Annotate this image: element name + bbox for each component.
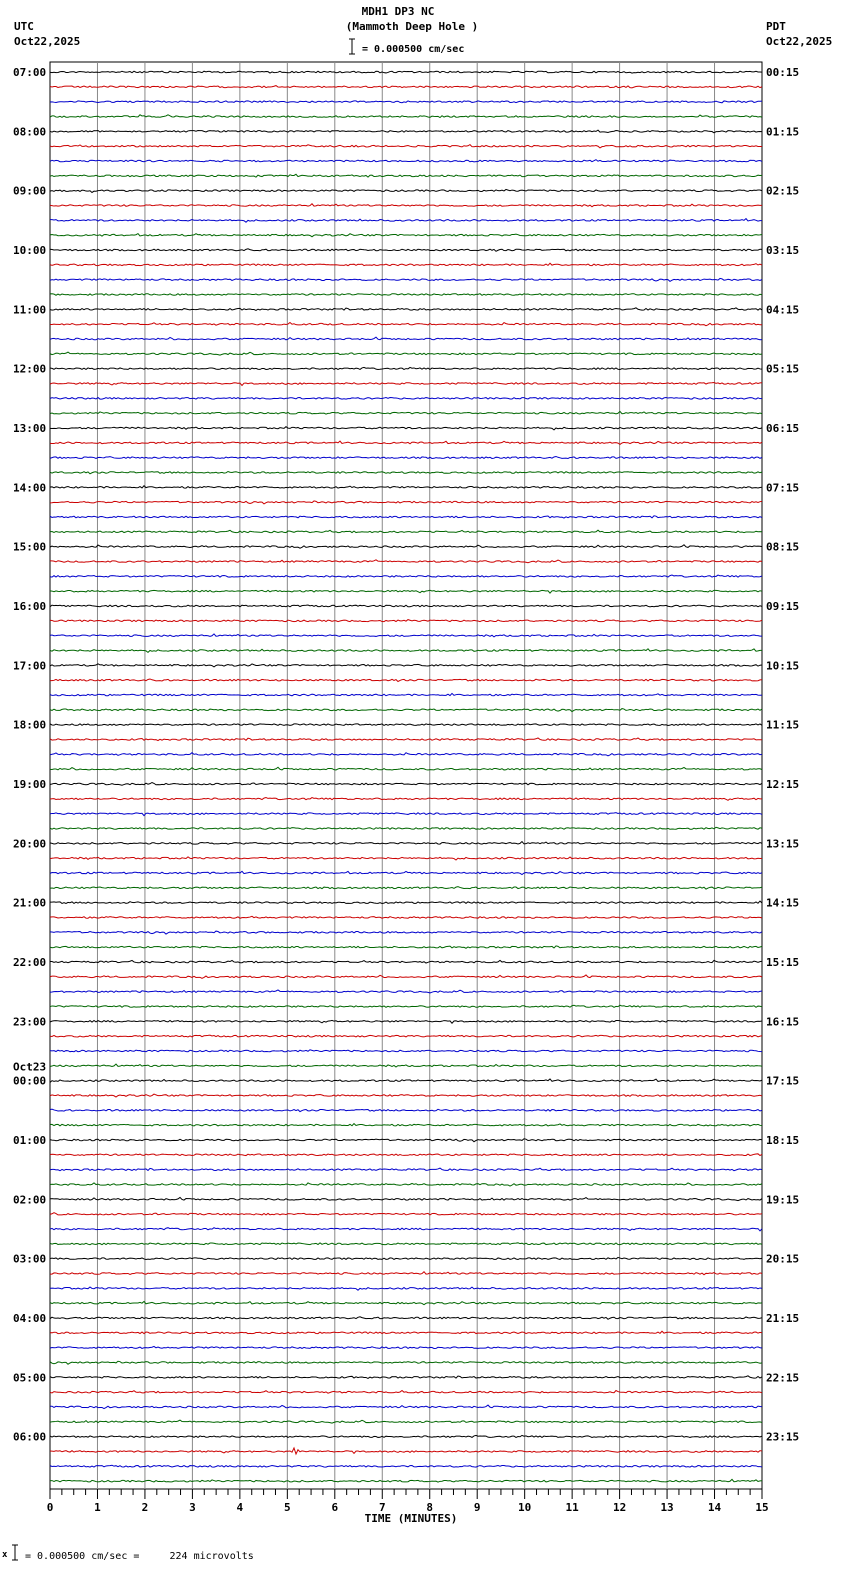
utc-hour-label: 02:00 — [13, 1193, 47, 1207]
pdt-hour-label: 06:15 — [766, 421, 800, 435]
utc-hour-label: 07:00 — [13, 66, 47, 79]
trace-line — [50, 130, 762, 133]
trace-line — [50, 204, 762, 207]
trace-line — [50, 887, 762, 890]
pdt-hour-label: 13:15 — [766, 837, 800, 851]
footer-marker: x — [2, 1550, 8, 1560]
axis-tick-label: 15 — [755, 1501, 769, 1514]
trace-line — [50, 160, 762, 162]
trace-line — [50, 857, 762, 860]
trace-line — [50, 1079, 762, 1083]
axis-tick-label: 14 — [707, 1501, 722, 1514]
utc-hour-label: 00:00 — [13, 1074, 47, 1088]
trace-line — [50, 575, 762, 577]
axis-tick-label: 7 — [378, 1501, 386, 1514]
trace-line — [50, 456, 762, 458]
trace-line — [50, 1213, 762, 1215]
utc-hour-label: 16:00 — [13, 599, 47, 613]
pdt-hour-label: 03:15 — [766, 243, 800, 257]
axis-tick-label: 8 — [426, 1501, 434, 1514]
trace-line — [50, 1479, 762, 1482]
trace-line — [50, 411, 762, 414]
trace-line — [50, 1243, 762, 1245]
trace-line — [50, 1228, 762, 1231]
trace-line — [50, 115, 762, 118]
utc-hour-label: 12:00 — [13, 362, 47, 376]
trace-line — [50, 634, 762, 637]
trace-line — [50, 1317, 762, 1320]
trace-line — [50, 263, 762, 265]
trace-line — [50, 649, 762, 653]
trace-line — [50, 709, 762, 712]
trace-line — [50, 1035, 762, 1037]
trace-line — [50, 767, 762, 770]
pdt-hour-label: 04:15 — [766, 303, 800, 317]
trace-line — [50, 1331, 762, 1333]
footer-scale-note: = 0.000500 cm/sec = 224 microvolts — [25, 1551, 254, 1562]
utc-hour-label: 09:00 — [13, 184, 47, 198]
left-timezone: UTC — [14, 20, 34, 33]
utc-hour-label: 22:00 — [13, 955, 47, 969]
trace-line — [50, 472, 762, 474]
utc-hour-label: 04:00 — [13, 1311, 47, 1325]
trace-line — [50, 1257, 762, 1259]
trace-line — [50, 901, 762, 903]
trace-line — [50, 931, 762, 934]
pdt-hour-label: 23:15 — [766, 1430, 800, 1444]
axis-tick-label: 12 — [612, 1501, 627, 1514]
trace-line — [50, 1272, 762, 1275]
date-change-label: Oct23 — [13, 1060, 47, 1074]
trace-line — [50, 946, 762, 948]
trace-line — [50, 1465, 762, 1467]
trace-line — [50, 916, 762, 918]
trace-line — [50, 827, 762, 829]
trace-line — [50, 545, 762, 548]
trace-line — [50, 1435, 762, 1437]
trace-line — [50, 1005, 762, 1007]
trace-line — [50, 1287, 762, 1290]
utc-hour-label: 15:00 — [13, 540, 47, 554]
trace-line — [50, 813, 762, 816]
trace-line — [50, 693, 762, 695]
pdt-hour-label: 19:15 — [766, 1193, 800, 1207]
trace-line — [50, 278, 762, 281]
axis-tick-label: 4 — [236, 1501, 244, 1514]
utc-hour-label: 01:00 — [13, 1133, 47, 1147]
pdt-hour-label: 10:15 — [766, 659, 800, 673]
trace-line — [50, 1139, 762, 1142]
axis-tick-label: 3 — [189, 1501, 196, 1514]
pdt-hour-label: 18:15 — [766, 1133, 800, 1147]
pdt-hour-label: 21:15 — [766, 1311, 800, 1325]
trace-line — [50, 337, 762, 340]
scale-label: = 0.000500 cm/sec — [362, 44, 465, 55]
trace-line — [50, 323, 762, 326]
trace-line — [50, 308, 762, 311]
footer-scale-bar-icon — [10, 1544, 20, 1562]
trace-line — [50, 783, 762, 786]
trace-line — [50, 842, 762, 845]
trace-line — [50, 516, 762, 518]
axis-tick-label: 0 — [46, 1501, 54, 1514]
trace-line — [50, 249, 762, 252]
trace-line — [50, 101, 762, 103]
trace-line — [50, 367, 762, 369]
pdt-hour-label: 00:15 — [766, 66, 800, 79]
pdt-hour-label: 08:15 — [766, 540, 800, 554]
utc-hour-label: 21:00 — [13, 896, 47, 910]
time-axis — [47, 1489, 769, 1525]
axis-tick-label: 2 — [141, 1501, 149, 1514]
trace-line — [50, 1050, 762, 1052]
axis-tick-label: 6 — [331, 1501, 339, 1514]
trace-line — [50, 1094, 762, 1097]
trace-line — [50, 1391, 762, 1394]
pdt-hour-label: 09:15 — [766, 599, 800, 613]
trace-line — [50, 486, 762, 488]
utc-hour-label: 05:00 — [13, 1371, 47, 1385]
right-timezone: PDT — [766, 20, 786, 33]
station-title: MDH1 DP3 NC — [361, 5, 435, 18]
trace-line — [50, 1346, 762, 1348]
trace-line — [50, 427, 762, 430]
utc-hour-label: 11:00 — [13, 303, 47, 317]
trace-line — [50, 1361, 762, 1364]
utc-hour-label: 10:00 — [13, 243, 47, 257]
grid — [50, 62, 762, 1489]
trace-line — [50, 960, 762, 963]
trace-line — [50, 145, 762, 148]
trace-line — [50, 753, 762, 756]
trace-line — [50, 1197, 762, 1200]
trace-line — [50, 234, 762, 237]
pdt-hour-label: 15:15 — [766, 955, 800, 969]
pdt-hour-label: 12:15 — [766, 777, 800, 791]
axis-tick-label: 13 — [660, 1501, 674, 1514]
axis-tick-label: 10 — [518, 1501, 532, 1514]
utc-hour-label: 19:00 — [13, 777, 47, 791]
trace-line — [50, 798, 762, 801]
pdt-hour-label: 02:15 — [766, 184, 800, 198]
trace-line — [50, 738, 762, 741]
pdt-hour-label: 14:15 — [766, 896, 800, 910]
trace-line — [50, 724, 762, 726]
right-date: Oct22,2025 — [766, 35, 833, 48]
trace-line — [50, 71, 762, 73]
trace-line — [50, 1376, 762, 1379]
utc-hour-label: 13:00 — [13, 421, 47, 435]
utc-hour-label: 17:00 — [13, 659, 47, 673]
trace-line — [50, 1020, 762, 1023]
pdt-hour-label: 22:15 — [766, 1371, 800, 1385]
trace-line — [50, 679, 762, 682]
utc-hour-label: 20:00 — [13, 837, 47, 851]
trace-line — [50, 294, 762, 296]
pdt-hour-label: 07:15 — [766, 481, 800, 495]
utc-hour-label: 08:00 — [13, 125, 47, 139]
trace-line — [50, 219, 762, 223]
utc-hour-label: 06:00 — [13, 1430, 47, 1444]
pdt-hour-label: 05:15 — [766, 362, 800, 376]
trace-line — [50, 620, 762, 622]
trace-line — [50, 1420, 762, 1423]
axis-tick-label: 9 — [473, 1501, 481, 1514]
trace-line — [50, 1154, 762, 1156]
traces — [50, 71, 762, 1482]
trace-line — [50, 664, 762, 667]
trace-line — [50, 1405, 762, 1408]
trace-line — [50, 1448, 762, 1454]
left-date: Oct22,2025 — [14, 35, 81, 48]
trace-line — [50, 1109, 762, 1112]
trace-line — [50, 871, 762, 874]
pdt-hour-label: 11:15 — [766, 718, 800, 732]
trace-line — [50, 1183, 762, 1186]
trace-line — [50, 174, 762, 177]
pdt-hour-label: 20:15 — [766, 1252, 800, 1266]
site-title: (Mammoth Deep Hole ) — [345, 20, 479, 33]
trace-line — [50, 990, 762, 993]
axis-tick-label: 11 — [565, 1501, 579, 1514]
pdt-hour-label: 16:15 — [766, 1015, 800, 1029]
trace-line — [50, 530, 762, 533]
trace-line — [50, 1064, 762, 1067]
x-axis-label: TIME (MINUTES) — [364, 1512, 458, 1525]
trace-line — [50, 1124, 762, 1126]
trace-line — [50, 189, 762, 192]
pdt-hour-label: 17:15 — [766, 1074, 800, 1088]
trace-line — [50, 383, 762, 386]
utc-hour-label: 03:00 — [13, 1252, 47, 1266]
plot-frame — [50, 62, 762, 1489]
axis-tick-label: 1 — [94, 1501, 101, 1514]
trace-line — [50, 975, 762, 978]
trace-line — [50, 441, 762, 444]
trace-line — [50, 560, 762, 563]
trace-line — [50, 590, 762, 593]
axis-tick-label: 5 — [284, 1501, 291, 1514]
utc-hour-label: 14:00 — [13, 481, 47, 495]
trace-line — [50, 501, 762, 504]
utc-hour-label: 18:00 — [13, 718, 47, 732]
trace-line — [50, 605, 762, 607]
trace-line — [50, 1168, 762, 1171]
trace-line — [50, 398, 762, 400]
trace-line — [50, 86, 762, 88]
trace-line — [50, 352, 762, 355]
pdt-hour-label: 01:15 — [766, 125, 800, 139]
utc-hour-label: 23:00 — [13, 1015, 47, 1029]
trace-line — [50, 1301, 762, 1304]
